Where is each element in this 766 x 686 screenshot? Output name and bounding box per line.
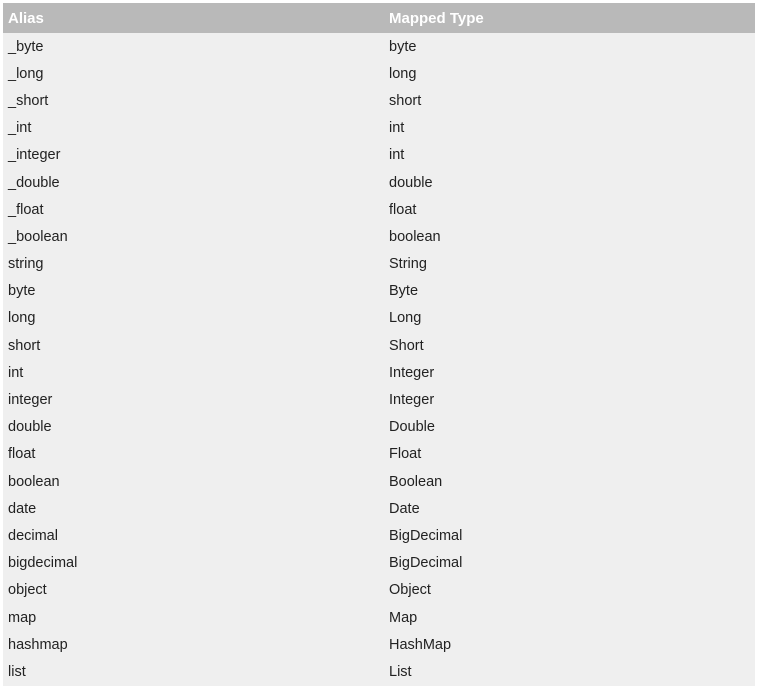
alias-cell: _int bbox=[8, 120, 32, 137]
mapped-type-cell: long bbox=[389, 65, 417, 82]
alias-cell: _long bbox=[8, 65, 44, 82]
table-row bbox=[3, 386, 755, 413]
table-header bbox=[3, 3, 755, 33]
alias-cell: _byte bbox=[8, 38, 44, 55]
mapped-type-cell: Short bbox=[389, 337, 424, 354]
table-row bbox=[3, 196, 755, 223]
alias-cell: date bbox=[8, 500, 37, 517]
alias-cell: _boolean bbox=[8, 228, 68, 245]
mapped-type-cell: Byte bbox=[389, 283, 419, 300]
table-row bbox=[3, 359, 755, 386]
table-row bbox=[3, 631, 755, 658]
table-row bbox=[3, 223, 755, 250]
alias-cell: long bbox=[8, 310, 36, 327]
table-row bbox=[3, 33, 755, 60]
table-row bbox=[3, 658, 755, 685]
alias-cell: float bbox=[8, 446, 36, 463]
table-row bbox=[3, 577, 755, 604]
mapped-type-cell: Double bbox=[389, 419, 435, 436]
mapped-type-cell: Integer bbox=[389, 392, 435, 409]
mapped-type-cell: HashMap bbox=[389, 636, 452, 653]
alias-cell: string bbox=[8, 256, 44, 273]
alias-cell: _integer bbox=[8, 147, 61, 164]
table-row bbox=[3, 169, 755, 196]
alias-cell: double bbox=[8, 419, 52, 436]
table-row bbox=[3, 278, 755, 305]
alias-cell: hashmap bbox=[8, 636, 68, 653]
table-row bbox=[3, 522, 755, 549]
alias-cell: integer bbox=[8, 392, 53, 409]
alias-cell: boolean bbox=[8, 473, 60, 490]
table-row bbox=[3, 115, 755, 142]
table-row bbox=[3, 441, 755, 468]
alias-mapping-table-container bbox=[3, 3, 755, 686]
table-row bbox=[3, 142, 755, 169]
table-row bbox=[3, 495, 755, 522]
alias-cell: _double bbox=[8, 174, 60, 191]
mapped-type-cell: Integer bbox=[389, 364, 435, 381]
alias-cell: decimal bbox=[8, 527, 58, 544]
table-row bbox=[3, 414, 755, 441]
mapped-type-cell: Date bbox=[389, 500, 420, 517]
alias-cell: object bbox=[8, 582, 47, 599]
mapped-type-cell: List bbox=[389, 663, 412, 680]
mapped-type-cell: Long bbox=[389, 310, 422, 327]
alias-cell: short bbox=[8, 337, 41, 354]
alias-cell: _float bbox=[8, 201, 44, 218]
alias-cell: _short bbox=[8, 92, 49, 109]
mapped-type-cell: boolean bbox=[389, 228, 441, 245]
mapped-type-cell: BigDecimal bbox=[389, 555, 463, 572]
table-row bbox=[3, 60, 755, 87]
mapped-type-cell: Float bbox=[389, 446, 422, 463]
alias-cell: byte bbox=[8, 283, 36, 300]
mapped-type-cell: int bbox=[389, 147, 405, 164]
table-row bbox=[3, 550, 755, 577]
mapped-type-cell: int bbox=[389, 120, 405, 137]
table-row bbox=[3, 332, 755, 359]
header-mapped-type: Mapped Type bbox=[389, 9, 484, 27]
mapped-type-cell: String bbox=[389, 256, 427, 273]
mapped-type-cell: byte bbox=[389, 38, 417, 55]
mapped-type-cell: short bbox=[389, 92, 422, 109]
alias-cell: map bbox=[8, 609, 37, 626]
mapped-type-cell: Map bbox=[389, 609, 418, 626]
table-row bbox=[3, 468, 755, 495]
header-alias: Alias bbox=[8, 9, 44, 27]
alias-mapping-table bbox=[3, 3, 755, 686]
table-row bbox=[3, 604, 755, 631]
table-row bbox=[3, 305, 755, 332]
header-row bbox=[3, 3, 755, 33]
table-row bbox=[3, 251, 755, 278]
table-body bbox=[3, 33, 755, 686]
mapped-type-cell: double bbox=[389, 174, 433, 191]
mapped-type-cell: Boolean bbox=[389, 473, 443, 490]
alias-cell: list bbox=[8, 663, 26, 680]
mapped-type-cell: float bbox=[389, 201, 417, 218]
alias-cell: int bbox=[8, 364, 24, 381]
alias-cell: bigdecimal bbox=[8, 555, 78, 572]
table-row bbox=[3, 87, 755, 114]
mapped-type-cell: Object bbox=[389, 582, 431, 599]
mapped-type-cell: BigDecimal bbox=[389, 527, 463, 544]
